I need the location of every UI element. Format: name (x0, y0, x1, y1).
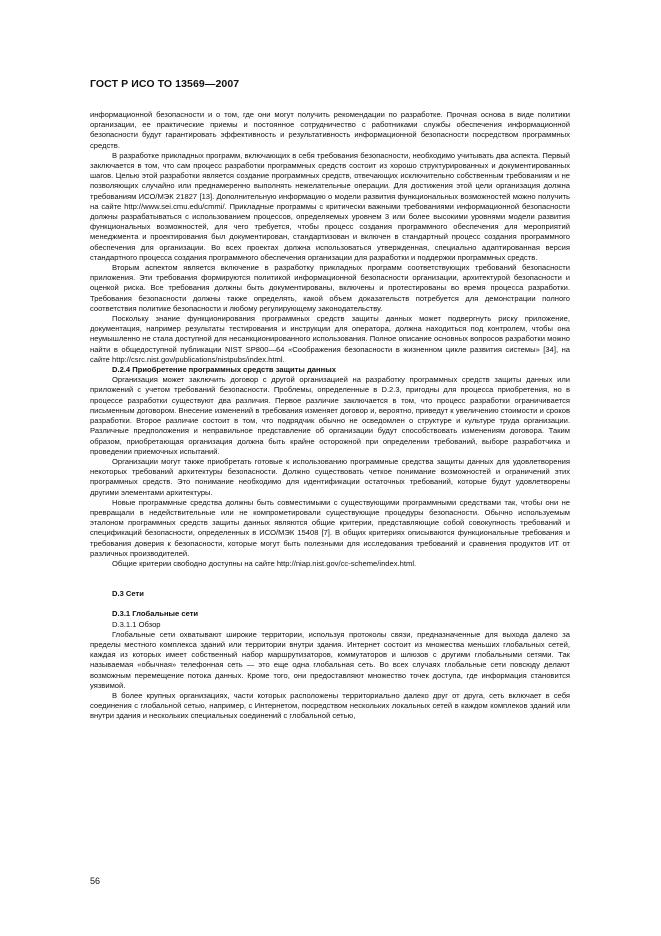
paragraph: В разработке прикладных программ, включающих в себя требования безопасности, необходимо учитывать два аспекта. Первый заключается в том, что сам процесс разработки программных средств состоит из хорошо структурированных и документированных шагов. Целью этой разработки является создание программных средств, отвечающих исключительно собственным требованиям и не позволяющих случайно или преднамеренно выполнять нежелательные операции. Для достижения этой цели организация должна требованиям ИСО/МЭК 21827 [13]. Дополнительную информацию о модели развития функциональных возможностей можно получить на сайте http://www.sei.cmu.edu/cmmi/. Прикладные программы с критически важными требованиями информационной безопасности должны разрабатываться с использованием процессов, определяемых уровнем 3 или более высокими уровнями модели развития функциональных возможностей, для чего требуется, чтобы процесс создания программного обеспечения для мероприятий менеджмента и проектирования был документирован, стандартизован и включен в стандартный процесс создания программного обеспечения для организации. Во всех проектах должна использоваться утвержденная, специально адаптированная версия стандартного процесса создания программного обеспечения организации для разработки и поддержки программных средств. (90, 150, 570, 262)
paragraph: Новые программные средства должны быть совместимыми с существующими программными средствами так, чтобы они не превращали в недействительные или не компрометировали существующие процедуры безопасности. Обычно используемым эталоном программных средств защиты данных являются общие критерии, представляющие собой совокупность требований и спецификаций безопасности, определенных в ИСО/МЭК 15408 [7]. В общих критериях описываются функциональные требования и требования доверия к безопасности, которые могут быть полезными для исследования требований и сравнения продуктов ИТ от различных производителей. (90, 497, 570, 558)
section-heading-d24: D.2.4 Приобретение программных средств защиты данных (112, 365, 336, 375)
section-heading-d3: D.3 Сети (112, 589, 144, 599)
paragraph: Вторым аспектом является включение в разработку прикладных программ соответствующих требований безопасности приложения. Эти требования формируются политикой информационной безопасности организации, архитектурой безопасности и оценкой риска. Все требования должны быть документированы, включены и протестированы во время процесса разработки. Требования безопасности должны также определять, какой объем доказательств потребуется для демонстрации полного соответствия политике безопасности и любому регулирующему законодательству. (90, 263, 570, 313)
paragraph: Общие критерии свободно доступны на сайте http://niap.nist.gov/cc-scheme/index.html. (112, 558, 417, 568)
paragraph: В более крупных организациях, части которых расположены территориально далеко друг от друга, сеть включает в себя соединения с глобальной сетью, например, с Интернетом, посредством нескольких локальных сетей в каждом комплеков зданий или внутри здания и нескольких специальных соединений с глобальной сетью, (90, 690, 570, 721)
subsection-heading-d311: D.3.1.1 Обзор (112, 619, 161, 629)
document-body (90, 110, 570, 722)
paragraph: Организация может заключить договор с другой организацией на разработку программных средств защиты данных или приложений с учетом требований безопасности. Проблемы, определенные в D.2.3, пригодны для процесса приобретения, но в процессе разработки существуют два различия. Первое различие заключается в том, что процесс разработки ограничивается письменным договором. Внесение изменений в требования изменяет договор и, вероятно, приведут к увеличению стоимости и сроков разработки. Второе различие состоит в том, что подрядчик обычно не осведомлен о структуре и культуре труда организации. Различные предположения и неправильное представление об организации будут способствовать изменениям договора. Таким образом, приобретающая организация должна быть крайне осторожной при определении требований, выборе разработчика и проведении приемочных испытаний. (90, 375, 570, 456)
paragraph: Поскольку знание функционирования программных средств защиты данных может подвергнуть риску приложение, документация, например результаты тестирования и инструкции для оператора, должна находиться под контролем, чтобы она неумышленно не стала доступной для несанкционированного использования. Полное описание основных вопросов разработки можно найти в общедоступной публикации NIST SP800—64 «Соображения безопасности в жизненном цикле развития системы» [34], на сайте http://csrc.nist.gov/publications/nistpubs/index.html. (90, 314, 570, 364)
page-number: 56 (90, 876, 101, 886)
section-heading-d31: D.3.1 Глобальные сети (112, 609, 199, 619)
paragraph: Организации могут также приобретать готовые к использованию программные средства защиты данных для удовлетворения некоторых требований архитектуры безопасности. Должно существовать четкое понимание возможностей и ограничений этих программных средств. Это понимание необходимо для идентификации остаточных требований, которые будут удовлетворены другими элементами архитектуры. (90, 456, 570, 497)
document-header: ГОСТ Р ИСО ТО 13569—2007 (90, 78, 240, 90)
paragraph: Глобальные сети охватывают широкие территории, используя протоколы связи, предназначенные для выхода далеко за пределы местного комплекса зданий или территории внутри здания. Интернет состоит из множества меньших глобальных сетей, каждая из которых имеет собственный набор маршрутизаторов, коммутаторов и шлюзов с другими глобальными сетями. Так называемая «обычная» телефонная сеть — это еще одна глобальная сеть. Во всех случаях глобальные сети повсюду делают возможным перемещение потока данных. Кроме того, они предоставляют множество точек доступа, где информация становится уязвимой. (90, 629, 570, 690)
paragraph: информационной безопасности и о том, где они могут получить рекомендации по разработке. Прочная основа в виде политики организации, ее практические приемы и постоянное сотрудничество с работниками службы обеспечения информационной безопасности будут гарантировать эффективность и результативность информационной безопасности посредством программных средств. (90, 110, 570, 150)
